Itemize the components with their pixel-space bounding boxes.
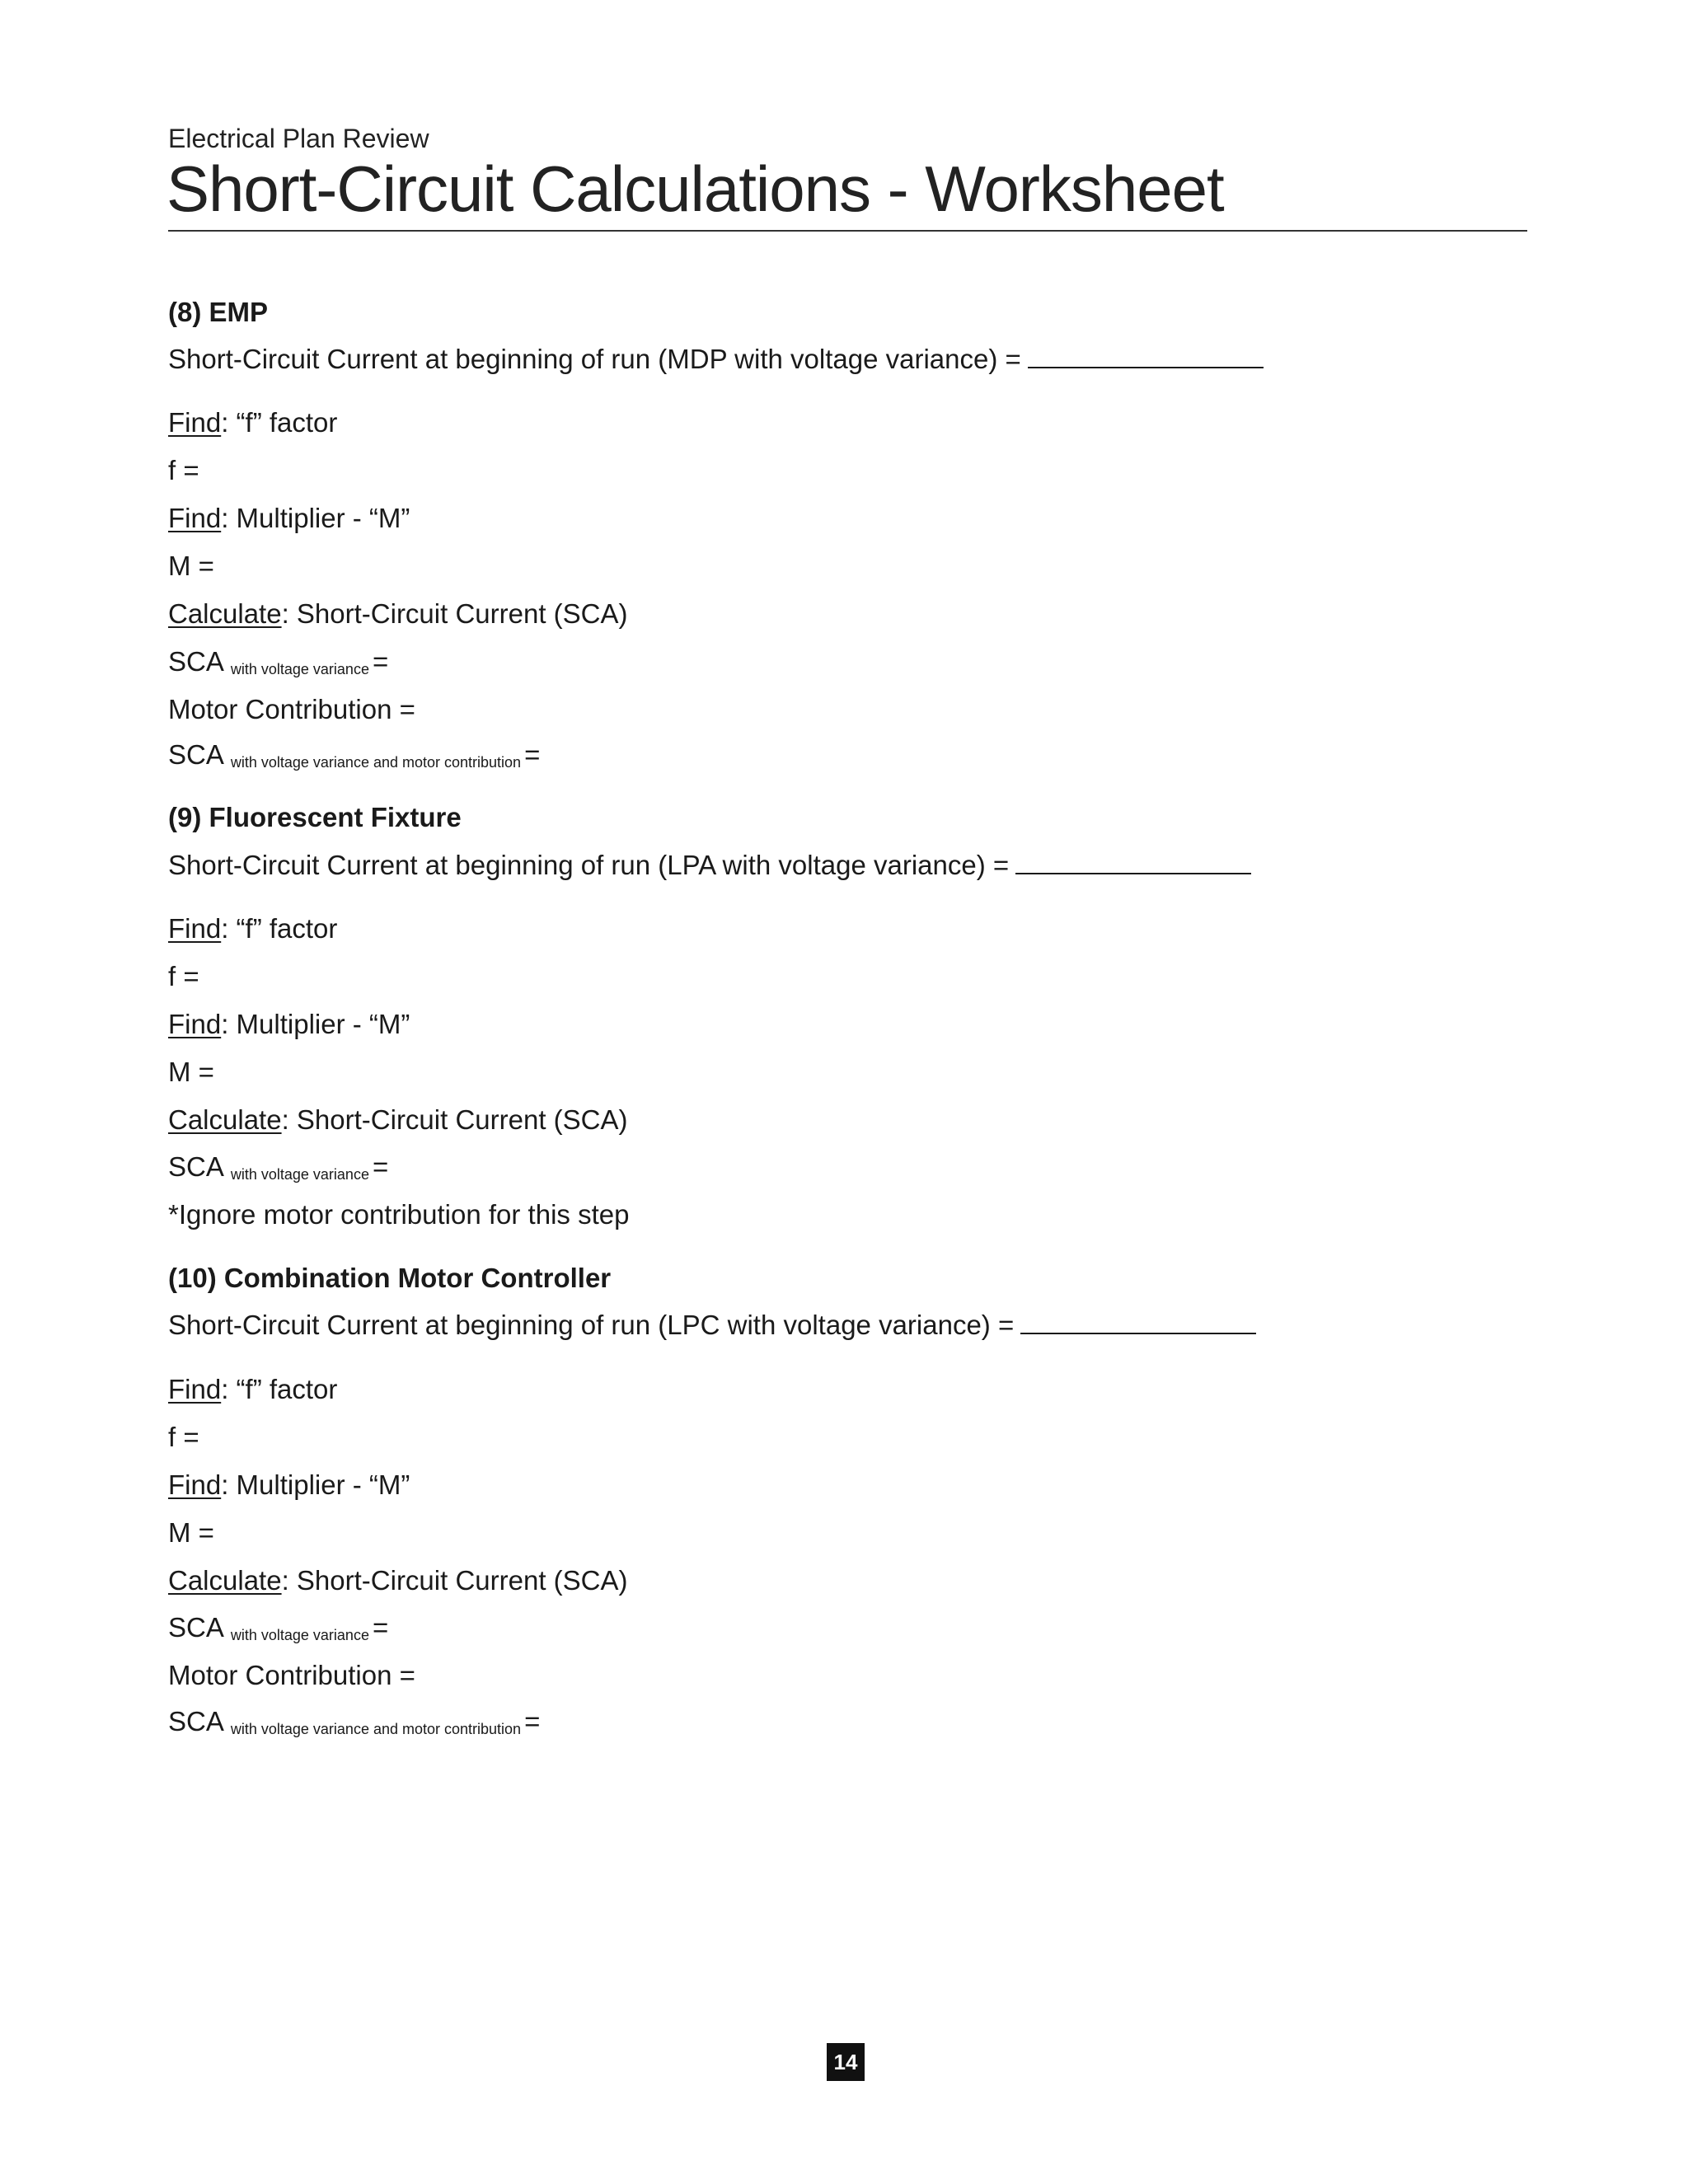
f-factor-text: : “f” factor [221, 913, 338, 944]
answer-blank[interactable] [1028, 346, 1264, 368]
document-kicker: Electrical Plan Review [168, 124, 429, 153]
sca-label: SCA [168, 1706, 224, 1736]
calculate-sca [168, 1106, 628, 1133]
sca-voltage-variance [168, 1151, 389, 1183]
find-f-factor [168, 915, 337, 942]
sca-subscript: with voltage variance and motor contribution [230, 1721, 522, 1737]
run-current-label: Short-Circuit Current at beginning of run (LPC with voltage variance) = [168, 1310, 1015, 1340]
sca-calc-text: : Short-Circuit Current (SCA) [281, 1565, 628, 1596]
sca-vv-motor [168, 1708, 540, 1735]
sca-label: SCA [168, 739, 224, 770]
find-f-factor [168, 409, 337, 436]
run-current-line [168, 345, 1264, 373]
calculate-label: Calculate [168, 1104, 282, 1135]
sca-label: SCA [168, 1612, 224, 1643]
calculate-sca [168, 600, 628, 627]
answer-blank[interactable] [1015, 852, 1251, 874]
sca-subscript: with voltage variance [230, 1627, 369, 1643]
sca-subscript: with voltage variance and motor contribution [230, 754, 522, 771]
section-heading-emp: (8) EMP [168, 297, 269, 327]
find-multiplier [168, 1471, 410, 1498]
sca-label: SCA [168, 646, 224, 677]
sca-subscript: with voltage variance [230, 661, 369, 677]
equals-sign: = [524, 1706, 541, 1736]
sca-label: SCA [168, 1151, 224, 1182]
find-label: Find [168, 407, 222, 438]
sca-calc-text: : Short-Circuit Current (SCA) [281, 1104, 628, 1135]
find-multiplier [168, 1010, 410, 1038]
f-equals: f = [168, 1422, 199, 1452]
title-rule [168, 230, 1527, 232]
motor-contribution: Motor Contribution = [168, 1660, 415, 1690]
f-factor-text: : “f” factor [221, 407, 338, 438]
find-f-factor [168, 1376, 337, 1403]
sca-voltage-variance [168, 648, 388, 675]
multiplier-text: : Multiplier - “M” [221, 1009, 410, 1039]
sca-subscript: with voltage variance [230, 1166, 369, 1183]
section-heading-combination-motor-controller: (10) Combination Motor Controller [168, 1263, 612, 1293]
m-equals: M = [168, 551, 214, 581]
multiplier-text: : Multiplier - “M” [221, 1469, 410, 1500]
equals-sign: = [372, 646, 389, 677]
ignore-motor-note: *Ignore motor contribution for this step [168, 1199, 630, 1230]
find-label: Find [168, 503, 222, 533]
calculate-label: Calculate [168, 598, 282, 629]
find-label: Find [168, 1374, 222, 1404]
m-equals: M = [168, 1517, 214, 1548]
m-equals: M = [168, 1057, 214, 1087]
sca-vv-motor [168, 739, 541, 771]
run-current-line [168, 851, 1251, 879]
calculate-sca [168, 1567, 628, 1594]
run-current-label: Short-Circuit Current at beginning of run (MDP with voltage variance) = [168, 344, 1021, 374]
page-title: Short-Circuit Calculations - Worksheet [166, 152, 1224, 225]
sca-voltage-variance [168, 1614, 388, 1641]
find-label: Find [168, 1469, 222, 1500]
section-heading-fluorescent-fixture: (9) Fluorescent Fixture [168, 802, 462, 832]
f-factor-text: : “f” factor [221, 1374, 338, 1404]
run-current-label: Short-Circuit Current at beginning of run (LPA with voltage variance) = [168, 850, 1010, 880]
calculate-label: Calculate [168, 1565, 282, 1596]
f-equals: f = [168, 961, 199, 991]
equals-sign: = [372, 1612, 389, 1643]
run-current-line [168, 1311, 1256, 1338]
answer-blank[interactable] [1020, 1312, 1256, 1334]
multiplier-text: : Multiplier - “M” [221, 503, 410, 533]
find-multiplier [168, 504, 410, 532]
sca-calc-text: : Short-Circuit Current (SCA) [281, 598, 628, 629]
motor-contribution: Motor Contribution = [168, 694, 415, 724]
equals-sign: = [524, 739, 541, 770]
find-label: Find [168, 913, 222, 944]
equals-sign: = [372, 1151, 389, 1182]
page-number-badge: 14 [827, 2043, 865, 2081]
find-label: Find [168, 1009, 222, 1039]
f-equals: f = [168, 455, 199, 485]
